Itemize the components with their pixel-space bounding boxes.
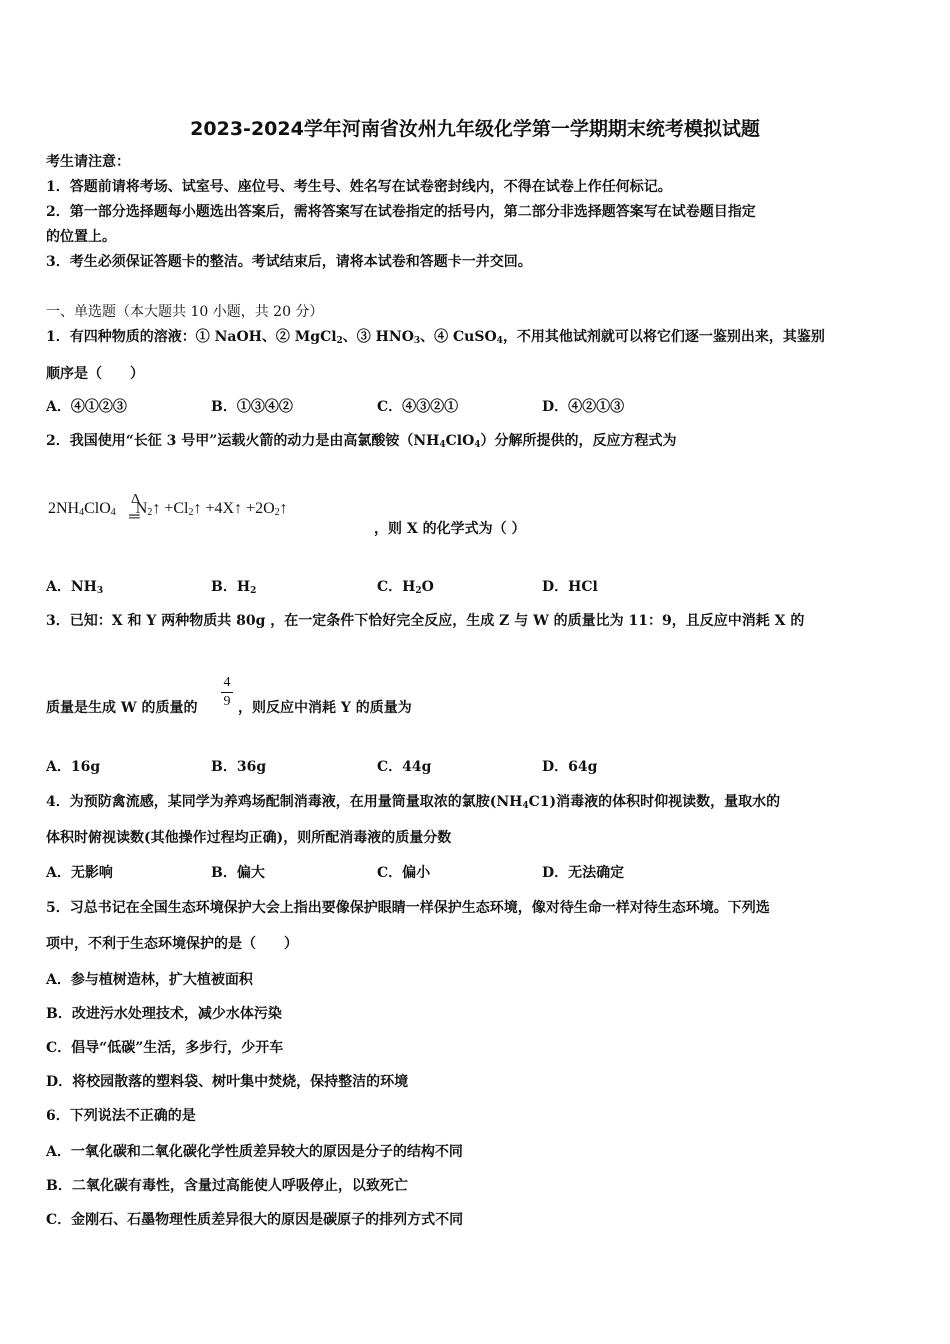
q3-option-a: A．16g: [46, 759, 101, 775]
q2-option-c: C．$H_2O$: [377, 579, 434, 596]
page-title: 2023-2024学年河南省汝州九年级化学第一学期期末统考模拟试题: [190, 118, 760, 140]
q6-option-a: A．一氧化碳和二氧化碳化学性质差异较大的原因是分子的结构不同: [46, 1144, 463, 1160]
q5-option-b: B．改进污水处理技术，减少水体污染: [46, 1006, 282, 1022]
question-3-stem: 3．已知：X 和 Y 两种物质共 80g ，在一定条件下恰好完全反应，生成 Z 与 W 的质量比为 11：9，且反应中消耗 X 的: [46, 613, 805, 629]
question-2-tail: ，则 X 的化学式为（ ）: [374, 521, 526, 537]
question-6-stem: 6．下列说法不正确的是: [46, 1108, 196, 1124]
q1-option-c: C．④③②①: [377, 399, 459, 415]
q3-option-c: C．44g: [377, 759, 432, 775]
q5-option-a: A．参与植树造林，扩大植被面积: [46, 972, 253, 988]
q5-option-d: D．将校园散落的塑料袋、树叶集中焚烧，保持整洁的环境: [46, 1074, 409, 1090]
q4-option-a: A．无影响: [46, 865, 113, 881]
q4-option-d: D．无法确定: [542, 865, 625, 881]
question-3-tail: ，则反应中消耗 Y 的质量为: [238, 700, 412, 716]
question-3-stem-cont: 质量是生成 W 的质量的: [46, 700, 198, 716]
notice-item: 3．考生必须保证答题卡的整洁。考试结束后，请将本试卷和答题卡一并交回。: [46, 254, 532, 270]
q5-option-c: C．倡导“低碳”生活，多步行，少开车: [46, 1040, 284, 1056]
q6-option-c: C．金刚石、石墨物理性质差异很大的原因是碳原子的排列方式不同: [46, 1212, 464, 1228]
q1-option-d: D．④②①③: [542, 399, 625, 415]
q4-option-c: C．偏小: [377, 865, 431, 881]
question-2-stem: 2．我国使用“长征 3 号甲”运载火箭的动力是由高氯酸铵$(NH_4ClO_4)$分解所提供的，反应方程式为: [46, 433, 677, 450]
section-heading: 一、单选题（本大题共 10 小题，共 20 分）: [46, 304, 324, 320]
question-1-stem: 1．有四种物质的溶液：① NaOH、② MgCl$_2$、③ $HNO_3$、④ CuSO$_4$，不用其他试剂就可以将它们逐一鉴别出来，其鉴别: [46, 329, 825, 346]
notice-heading: 考生请注意：: [46, 154, 130, 170]
q3-option-b: B．36g: [211, 759, 267, 775]
notice-item: 2．第一部分选择题每小题选出答案后，需将答案写在试卷指定的括号内，第二部分非选择题答案写在试卷题目指定: [46, 204, 756, 220]
heat-symbol: Δ: [131, 492, 141, 507]
question-4-stem-cont: 体积时俯视读数(其他操作过程均正确)，则所配消毒液的质量分数: [46, 830, 452, 846]
q3-option-d: D．64g: [542, 759, 598, 775]
q1-option-b: B．①③④②: [211, 399, 293, 415]
notice-item: 1．答题前请将考场、试室号、座位号、考生号、姓名写在试卷密封线内，不得在试卷上作任何标记。: [46, 179, 672, 195]
q1-option-a: A．④①②③: [46, 399, 127, 415]
q2-option-a: A．$NH_3$: [46, 579, 104, 596]
question-4-stem: 4．为预防禽流感，某同学为养鸡场配制消毒液，在用量筒量取浓的氯胺$(NH_4C1)$消毒液的体积时仰视读数，量取水的: [46, 794, 781, 811]
question-1-stem-cont: 顺序是（ ）: [46, 366, 144, 382]
q6-option-b: B．二氧化碳有毒性，含量过高能使人呼吸停止，以致死亡: [46, 1178, 408, 1194]
q2-option-b: B．$H_2$: [211, 579, 257, 596]
reaction-equals: ═: [129, 509, 140, 525]
question-5-stem-cont: 项中，不利于生态环境保护的是（ ）: [46, 936, 298, 952]
chemical-equation: $2NH_4ClO_4$ $N_2↑$ $+Cl_2↑$ +4X↑ $+2O_2↑$: [48, 500, 288, 518]
fraction-four-ninths: 4 9: [221, 675, 233, 710]
q4-option-b: B．偏大: [211, 865, 265, 881]
question-5-stem: 5．习总书记在全国生态环境保护大会上指出要像保护眼睛一样保护生态环境，像对待生命一样对待生态环境。下列选: [46, 900, 770, 916]
q2-option-d: D．HCl: [542, 579, 598, 595]
notice-item: 的位置上。: [46, 229, 116, 245]
